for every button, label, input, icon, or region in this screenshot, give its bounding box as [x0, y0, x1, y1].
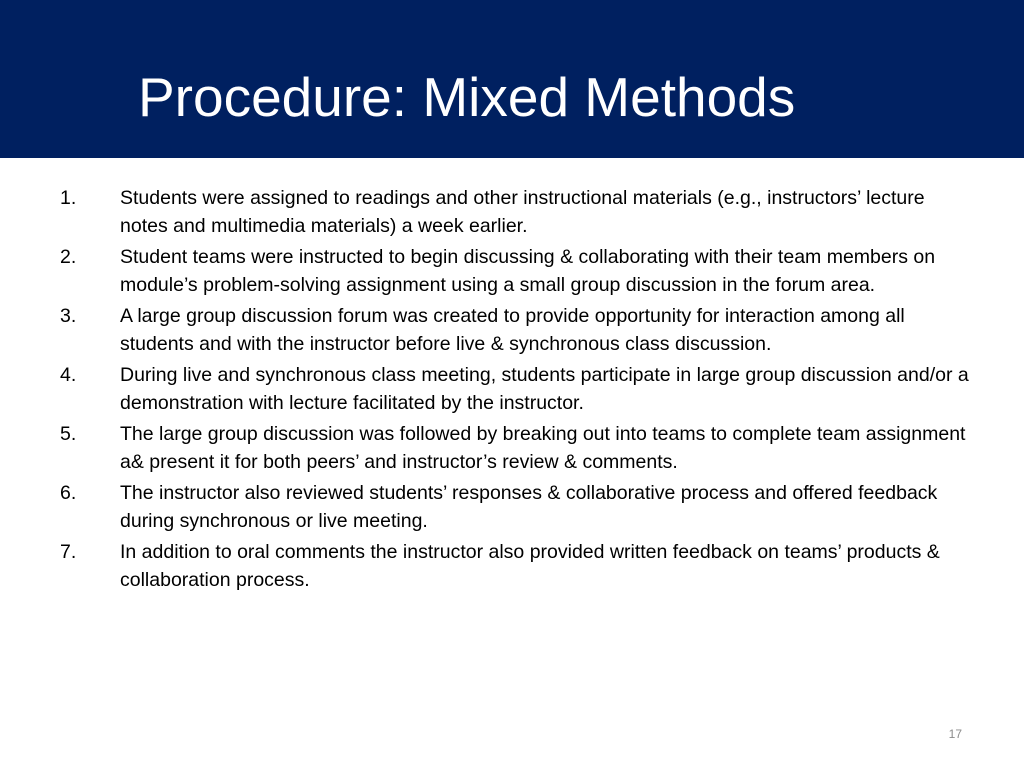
- item-text: Students were assigned to readings and other instructional materials (e.g., instructors’ lecture notes and multimedia materials) a week earlier.: [120, 187, 931, 237]
- list-item: [60, 244, 970, 299]
- slide-title: Procedure: Mixed Methods: [138, 66, 796, 128]
- item-number: 5.: [60, 423, 77, 445]
- list-item: [60, 362, 975, 417]
- item-number: 4.: [60, 364, 77, 386]
- list-item: [60, 185, 970, 240]
- list-item: [60, 303, 970, 358]
- title-bar: [0, 0, 1024, 158]
- item-number: 7.: [60, 541, 77, 563]
- item-text: The large group discussion was followed by breaking out into teams to complete team assignment a& present it for both peers’ and instructor’s review & comments.: [120, 423, 971, 473]
- item-text: In addition to oral comments the instructor also provided written feedback on teams’ products & collaboration process.: [120, 541, 946, 591]
- procedure-list: [60, 185, 975, 598]
- item-text: During live and synchronous class meeting, students participate in large group discussion and/or a demonstration with lecture facilitated by the instructor.: [120, 364, 975, 414]
- list-item: [60, 480, 970, 535]
- item-text: Student teams were instructed to begin discussing & collaborating with their team members on module’s problem-solving assignment using a small group discussion in the forum area.: [120, 246, 941, 296]
- item-number: 6.: [60, 482, 77, 504]
- item-text: The instructor also reviewed students’ responses & collaborative process and offered feedback during synchronous or live meeting.: [120, 482, 949, 532]
- page-number: 17: [948, 727, 962, 741]
- item-number: 2.: [60, 246, 77, 268]
- list-item: [60, 421, 970, 476]
- item-text: A large group discussion forum was created to provide opportunity for interaction among all students and with the instructor before live & synchronous class discussion.: [120, 305, 911, 355]
- item-number: 3.: [60, 305, 77, 327]
- item-number: 1.: [60, 187, 77, 209]
- list-item: [60, 539, 970, 594]
